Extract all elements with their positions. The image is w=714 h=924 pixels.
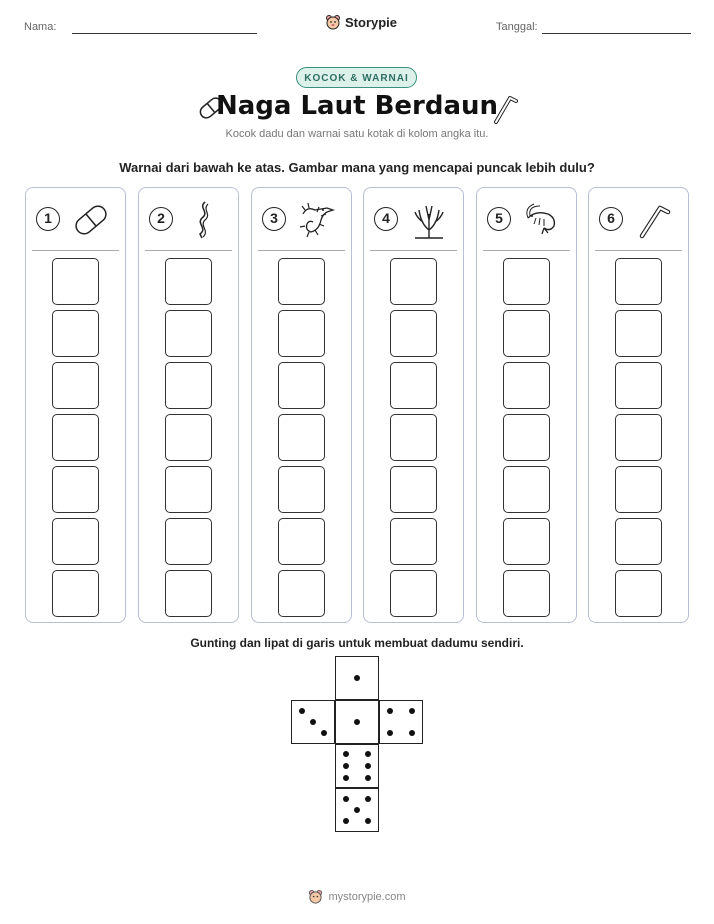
color-box[interactable]: [278, 466, 325, 513]
color-box[interactable]: [278, 362, 325, 409]
date-label: Tanggal:: [496, 21, 538, 33]
color-box[interactable]: [503, 362, 550, 409]
storypie-mascot-icon: [308, 889, 323, 905]
color-box[interactable]: [503, 258, 550, 305]
leafy-sea-dragon-icon: [297, 200, 337, 240]
column-6: [588, 187, 689, 623]
color-box[interactable]: [390, 570, 437, 617]
color-box[interactable]: [503, 570, 550, 617]
color-box[interactable]: [52, 466, 99, 513]
die-pip: [343, 751, 349, 757]
column-divider: [145, 250, 232, 251]
color-box[interactable]: [165, 310, 212, 357]
color-box[interactable]: [52, 414, 99, 461]
color-box[interactable]: [278, 414, 325, 461]
straw-icon: [492, 92, 518, 124]
color-box[interactable]: [390, 518, 437, 565]
name-line: [72, 33, 257, 34]
color-box[interactable]: [390, 258, 437, 305]
die-pip: [365, 763, 371, 769]
color-box[interactable]: [615, 362, 662, 409]
color-box[interactable]: [615, 518, 662, 565]
die-pip: [299, 708, 305, 714]
color-box[interactable]: [278, 310, 325, 357]
column-divider: [483, 250, 570, 251]
cut-instruction: Gunting dan lipat di garis untuk membuat dadumu sendiri.: [190, 636, 524, 650]
color-box[interactable]: [278, 570, 325, 617]
color-box[interactable]: [390, 414, 437, 461]
die-pip: [343, 775, 349, 781]
column-number: 5: [487, 207, 511, 231]
color-box[interactable]: [165, 518, 212, 565]
color-box[interactable]: [615, 414, 662, 461]
die-pip: [365, 818, 371, 824]
coloring-instruction: Warnai dari bawah ke atas. Gambar mana yang mencapai puncak lebih dulu?: [119, 160, 595, 175]
column-5: [476, 187, 577, 623]
color-box[interactable]: [278, 258, 325, 305]
die-pip: [343, 796, 349, 802]
color-box[interactable]: [503, 414, 550, 461]
color-box[interactable]: [615, 258, 662, 305]
capsule-icon: [71, 200, 111, 240]
die-pip: [387, 708, 393, 714]
column-number: 6: [599, 207, 623, 231]
die-pip: [343, 818, 349, 824]
die-pip: [365, 751, 371, 757]
color-box[interactable]: [165, 570, 212, 617]
die-pip: [365, 796, 371, 802]
color-box[interactable]: [503, 466, 550, 513]
name-label: Nama:: [24, 21, 57, 33]
die-pip: [321, 730, 327, 736]
die-pip: [409, 708, 415, 714]
color-box[interactable]: [52, 258, 99, 305]
color-box[interactable]: [52, 310, 99, 357]
subtitle: Kocok dadu dan warnai satu kotak di kolom angka itu.: [225, 128, 489, 140]
color-box[interactable]: [165, 362, 212, 409]
die-pip: [387, 730, 393, 736]
color-box[interactable]: [52, 518, 99, 565]
die-face-3: [291, 700, 335, 744]
die-face-4: [379, 700, 423, 744]
die-pip: [354, 719, 360, 725]
column-number: 1: [36, 207, 60, 231]
die-face-5: [335, 788, 379, 832]
color-box[interactable]: [165, 466, 212, 513]
color-box[interactable]: [278, 518, 325, 565]
color-box[interactable]: [52, 570, 99, 617]
column-2: [138, 187, 239, 623]
column-divider: [32, 250, 119, 251]
column-divider: [370, 250, 457, 251]
column-divider: [595, 250, 682, 251]
color-box[interactable]: [165, 414, 212, 461]
brand-logo: [325, 14, 397, 31]
column-4: [363, 187, 464, 623]
die-pip: [354, 807, 360, 813]
die-face-6: [335, 744, 379, 788]
footer: [0, 889, 714, 905]
die-face-1: [335, 656, 379, 700]
die-pip: [343, 763, 349, 769]
die-pip: [310, 719, 316, 725]
brand-name: Storypie: [345, 15, 398, 30]
die-pip: [365, 775, 371, 781]
color-box[interactable]: [390, 362, 437, 409]
footer-url: mystorypie.com: [328, 891, 406, 903]
color-box[interactable]: [165, 258, 212, 305]
column-1: [25, 187, 126, 623]
straw-icon: [634, 200, 674, 240]
seaweed-icon: [184, 200, 224, 240]
page-title: Naga Laut Berdaun: [215, 91, 499, 121]
color-box[interactable]: [503, 310, 550, 357]
column-number: 4: [374, 207, 398, 231]
shrimp-icon: [522, 200, 562, 240]
color-box[interactable]: [390, 466, 437, 513]
die-pip: [354, 675, 360, 681]
storypie-mascot-icon: [325, 14, 341, 31]
column-number: 2: [149, 207, 173, 231]
coral-icon: [409, 200, 449, 240]
die-face-1: [335, 700, 379, 744]
column-divider: [258, 250, 345, 251]
color-box[interactable]: [390, 310, 437, 357]
color-box[interactable]: [615, 570, 662, 617]
column-number: 3: [262, 207, 286, 231]
color-box[interactable]: [503, 518, 550, 565]
color-box[interactable]: [52, 362, 99, 409]
activity-badge: KOCOK & WARNAI: [296, 67, 417, 88]
column-3: [251, 187, 352, 623]
color-box[interactable]: [615, 466, 662, 513]
color-box[interactable]: [615, 310, 662, 357]
die-pip: [409, 730, 415, 736]
date-line: [542, 33, 691, 34]
